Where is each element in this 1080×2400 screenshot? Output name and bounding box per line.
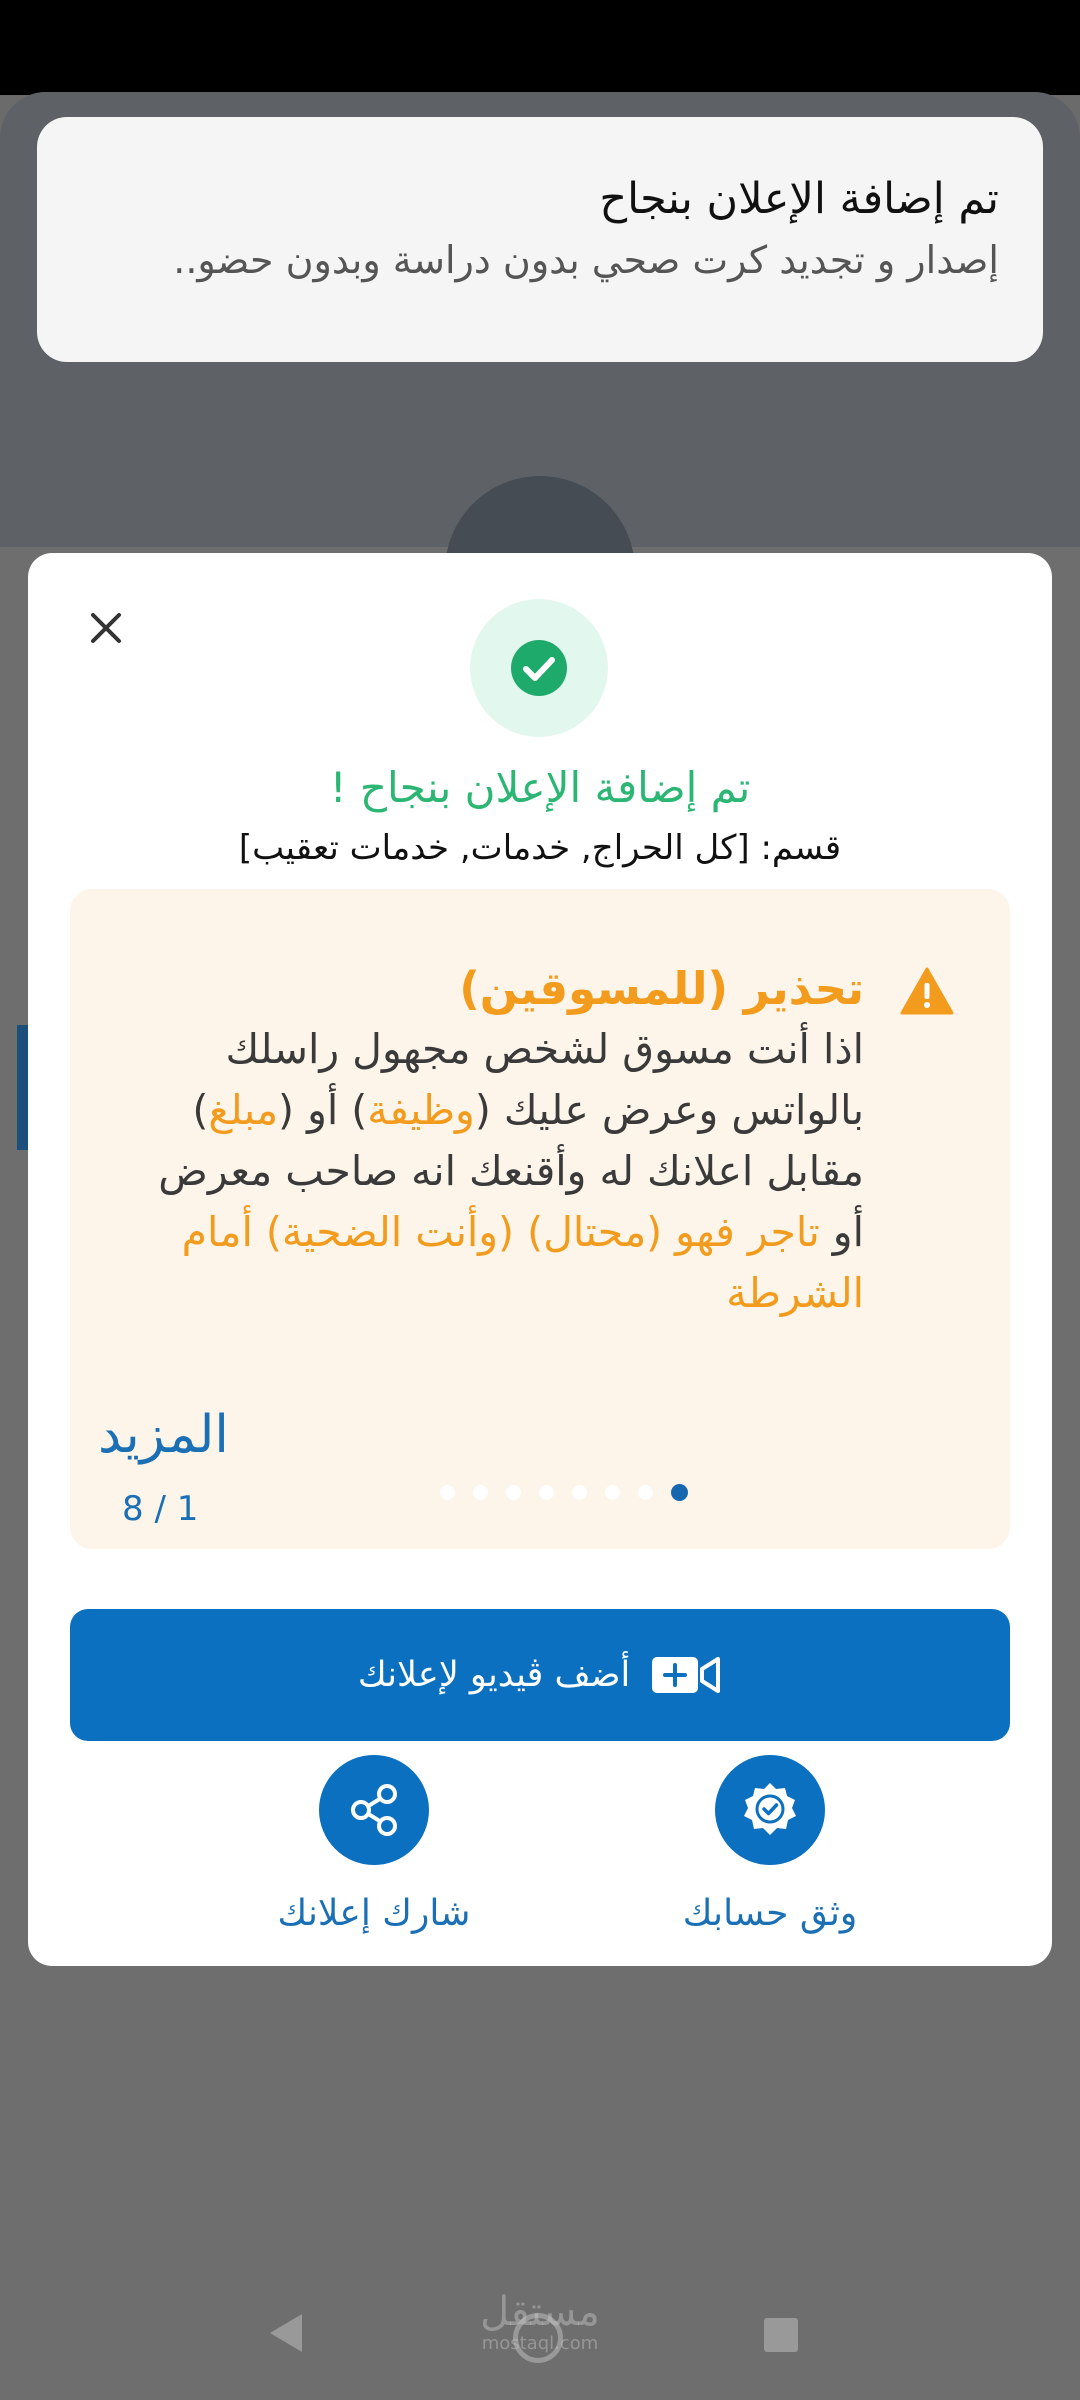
warning-text-part: اذا أنت مسوق لشخص مجهول راسلك بالواتس وعرض عليك (: [225, 1025, 864, 1134]
add-video-button[interactable]: [70, 1609, 1010, 1741]
pager-dot[interactable]: [506, 1485, 521, 1500]
close-icon: [90, 612, 122, 644]
share-icon: [346, 1782, 402, 1838]
pager-dots[interactable]: [440, 1484, 688, 1501]
pager-dot-active[interactable]: [671, 1484, 688, 1501]
watermark: [470, 2290, 610, 2354]
snackbar-title: تم إضافة الإعلان بنجاح: [599, 174, 999, 224]
pager-dot[interactable]: [638, 1485, 653, 1500]
watermark-latin: mostaql.com: [481, 2333, 599, 2354]
pager-dot[interactable]: [572, 1485, 587, 1500]
video-add-icon: [650, 1653, 722, 1697]
nav-recents-button[interactable]: [764, 2318, 798, 2352]
share-ad-button[interactable]: [319, 1755, 429, 1865]
more-link[interactable]: المزيد: [98, 1405, 229, 1465]
verify-account-label: وثق حسابك: [682, 1893, 858, 1934]
warning-title: تحذير (للمسوقين): [459, 962, 864, 1015]
nav-back-icon[interactable]: [266, 2310, 306, 2356]
page-count: 8 / 1: [122, 1489, 199, 1529]
warning-text-part: ) أو (: [278, 1086, 368, 1134]
watermark-arabic: مستقل: [480, 2289, 600, 2335]
warning-triangle-icon: [900, 967, 954, 1015]
warning-body: [144, 1019, 864, 1324]
pager-dot[interactable]: [539, 1485, 554, 1500]
success-title: تم إضافة الإعلان بنجاح !: [329, 763, 751, 812]
pager-dot[interactable]: [605, 1485, 620, 1500]
warning-highlight-job: وظيفة: [367, 1086, 475, 1134]
warning-text-part: ) مقابل اعلانك له وأقنعك انه صاحب معرض أو: [158, 1086, 864, 1256]
ad-success-dialog: [28, 553, 1052, 1966]
verified-badge-icon: [740, 1780, 800, 1840]
warning-highlight-fraud: تاجر فهو (محتال) (وأنت الضحية) أمام الشرطة: [181, 1208, 864, 1317]
success-badge: [470, 599, 608, 737]
pager-dot[interactable]: [440, 1485, 455, 1500]
category-line: قسم: [كل الحراج, خدمات, خدمات تعقيب]: [238, 828, 842, 868]
warning-highlight-amount: مبلغ: [208, 1086, 279, 1134]
verify-account-action[interactable]: [640, 1755, 900, 1934]
share-ad-label: شارك إعلانك: [277, 1893, 471, 1934]
status-bar: [0, 0, 1080, 95]
snackbar-body: إصدار و تجديد كرت صحي بدون دراسة وبدون حضو..: [173, 238, 999, 282]
share-ad-action[interactable]: [244, 1755, 504, 1934]
check-circle-icon: [511, 640, 567, 696]
close-button[interactable]: [76, 598, 136, 658]
verify-account-button[interactable]: [715, 1755, 825, 1865]
add-video-label: أضف ڤيديو لإعلانك: [357, 1655, 631, 1695]
warning-card[interactable]: [70, 889, 1010, 1549]
pager-dot[interactable]: [473, 1485, 488, 1500]
success-snackbar[interactable]: [37, 117, 1043, 362]
